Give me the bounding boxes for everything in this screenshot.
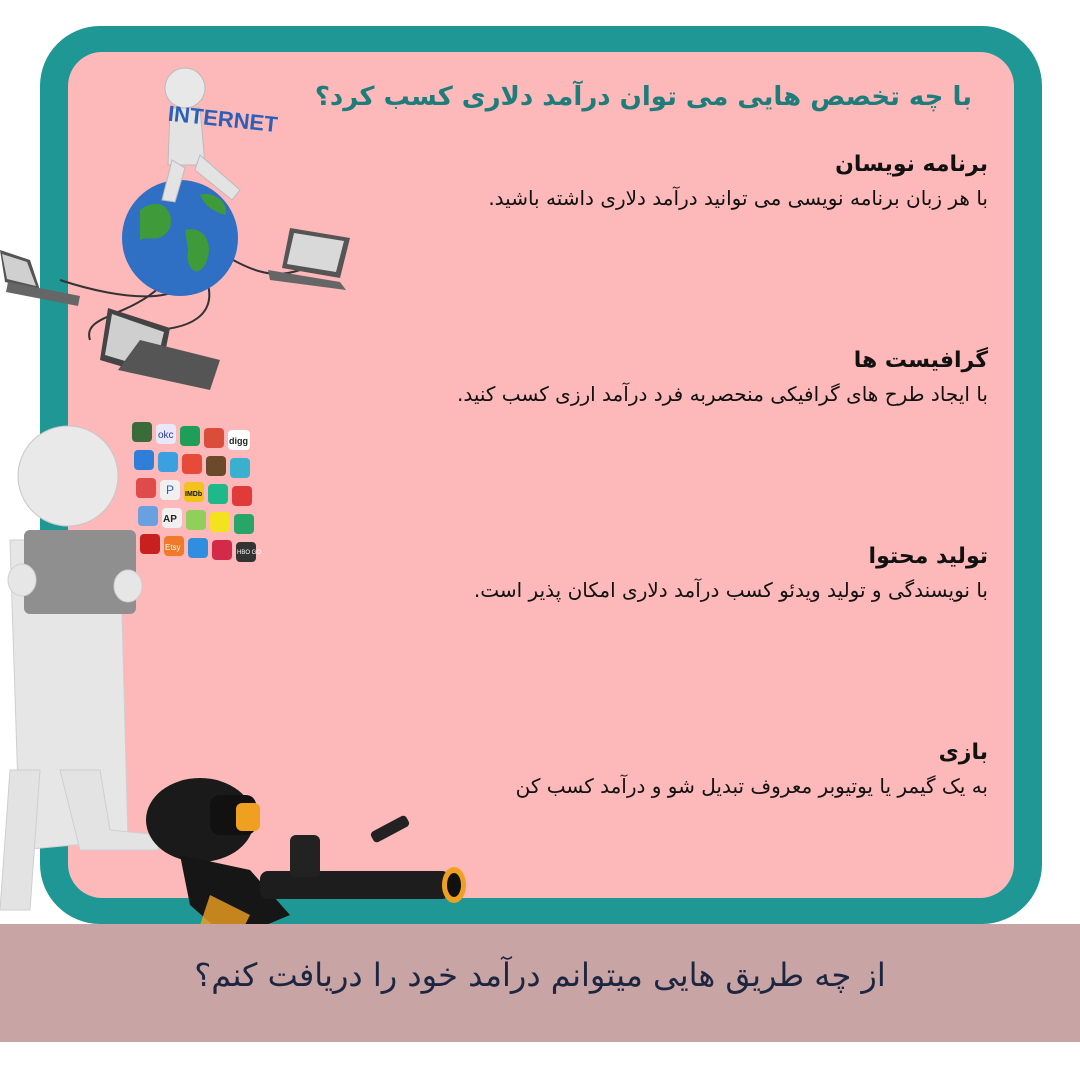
section-description: با نویسندگی و تولید ویدئو کسب درآمد دلاری امکان پذیر است.: [473, 578, 988, 602]
svg-text:digg: digg: [229, 436, 248, 446]
page-title: با چه تخصص هایی می توان درآمد دلاری کسب کرد؟: [314, 82, 972, 112]
laptop-icon: [0, 250, 80, 306]
footer-question: از چه طریق هایی میتوانم درآمد خود را دریافت کنم؟: [194, 956, 886, 994]
svg-text:INTERNET: INTERNET: [166, 100, 279, 138]
internet-globe-illustration: [0, 60, 360, 400]
laptop-icon: [268, 228, 350, 290]
svg-text:AP: AP: [163, 514, 177, 525]
tablet-icon: [24, 530, 136, 614]
section-description: با ایجاد طرح های گرافیکی منحصربه فرد درآمد ارزی کسب کنید.: [457, 382, 988, 406]
section-title: تولید محتوا: [868, 544, 988, 569]
svg-text:P: P: [166, 483, 175, 497]
section-description: با هر زبان برنامه نویسی می توانید درآمد دلاری داشته باشید.: [488, 186, 988, 210]
section-graphic-designers: [457, 344, 988, 410]
section-description: به یک گیمر یا یوتیوبر معروف تبدیل شو و درآمد کسب کن: [515, 774, 988, 798]
svg-text:HBO GO: HBO GO: [237, 550, 262, 556]
svg-text:Etsy: Etsy: [165, 543, 181, 552]
svg-text:okc: okc: [158, 430, 174, 441]
section-title: برنامه نویسان: [835, 152, 988, 177]
section-gaming: [516, 736, 988, 802]
laptop-icon: [100, 308, 220, 390]
robot-gamer-illustration: [140, 775, 480, 945]
globe-icon: [122, 180, 238, 296]
svg-text:IMDb: IMDb: [185, 491, 203, 498]
section-programmers: [488, 148, 988, 214]
section-content-creation: [474, 540, 988, 606]
section-title: گرافیست ها: [853, 348, 988, 373]
section-title: بازی: [938, 740, 988, 765]
